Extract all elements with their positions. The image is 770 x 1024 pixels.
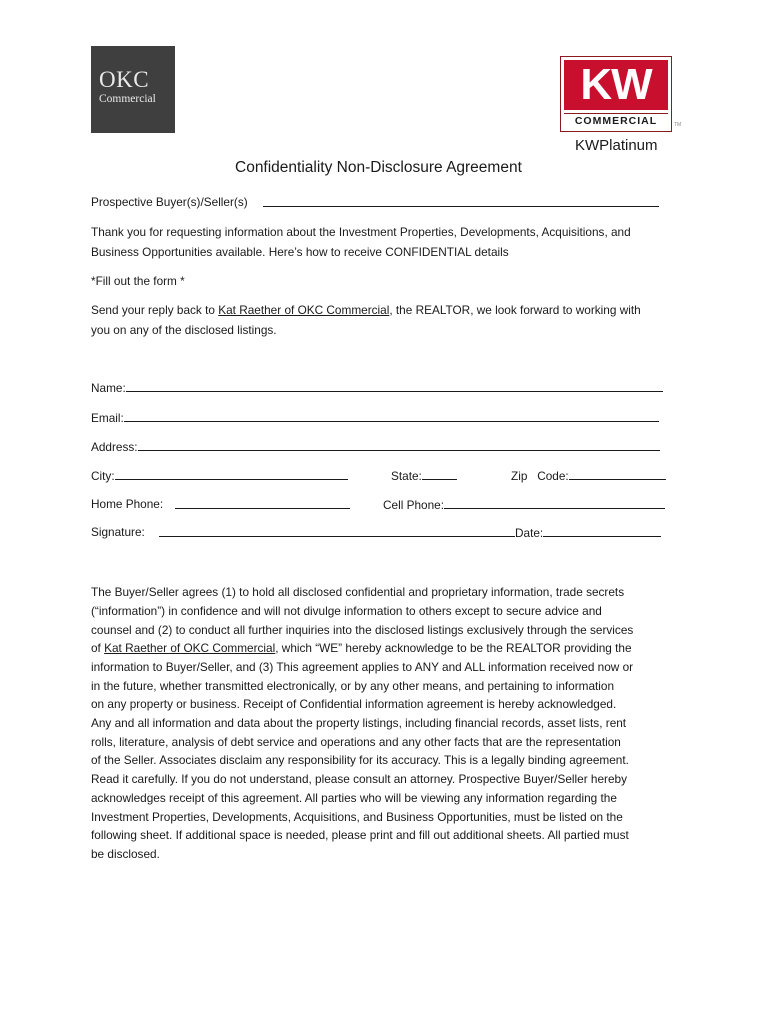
signature-row [91, 524, 145, 540]
agreement-line-13: Investment Properties, Developments, Acquisitions, and Business Opportunities, must be listed on the [91, 810, 623, 824]
cell-phone-label: Cell Phone: [383, 498, 444, 512]
okc-logo-main-text: OKC [99, 67, 150, 92]
agreement-line-2: (“information”) in confidence and will not divulge information to others except to secure advice and [91, 604, 602, 618]
kw-platinum-label: KWPlatinum [575, 137, 658, 154]
agreement-realtor-link[interactable]: Kat Raether of OKC Commercial [104, 641, 276, 655]
signature-field-wrap [159, 524, 661, 541]
state-field[interactable] [422, 467, 457, 480]
date-label: Date: [515, 526, 544, 540]
state-row [391, 467, 457, 484]
agreement-line-5: information to Buyer/Seller, and (3) This agreement applies to ANY and ALL information received now or [91, 660, 634, 674]
agreement-line-7: on any property or business. Receipt of Confidential information agreement is hereby acknowledged. [91, 697, 617, 711]
name-row [91, 379, 663, 396]
okc-commercial-logo [91, 46, 175, 133]
city-label: City: [91, 469, 115, 483]
zip-label: Zip Code: [511, 469, 569, 483]
name-field[interactable] [126, 379, 663, 392]
cell-phone-field[interactable] [444, 496, 665, 509]
city-row [91, 467, 348, 484]
name-label: Name: [91, 381, 126, 395]
agreement-line-14: following sheet. If additional space is needed, please print and fill out additional sheets. All partied must [91, 828, 629, 842]
agreement-line-1: The Buyer/Seller agrees (1) to hold all disclosed confidential and proprietary information, trade secrets [91, 585, 625, 599]
prospective-buyer-field[interactable] [263, 194, 659, 211]
address-row [91, 438, 660, 455]
okc-logo-sub-text: Commercial [99, 93, 156, 105]
prospective-buyer-row [91, 194, 248, 210]
agreement-line-9: rolls, literature, analysis of debt service and operations and any other facts that are the representation [91, 735, 621, 749]
home-phone-row [91, 496, 163, 512]
signature-field[interactable] [159, 524, 515, 537]
agreement-line-8: Any and all information and data about the property listings, including financial records, asset lists, rent [91, 716, 627, 730]
agreement-line-11: Read it carefully. If you do not understand, please consult an attorney. Prospective Buyer/Seller hereby [91, 772, 627, 786]
fill-out-note: *Fill out the form * [91, 274, 185, 288]
kw-logo-sub-text: COMMERCIAL [564, 113, 668, 129]
email-label: Email: [91, 411, 124, 425]
agreement-line-4-prefix: of [91, 641, 105, 655]
cell-phone-row [383, 496, 665, 513]
address-field[interactable] [138, 438, 660, 451]
address-label: Address: [91, 440, 138, 454]
document-title: Confidentiality Non-Disclosure Agreement [235, 159, 522, 176]
kw-trademark: TM [674, 122, 682, 128]
city-field[interactable] [115, 467, 348, 480]
reply-prefix: Send your reply back to [91, 303, 219, 317]
signature-label: Signature: [91, 525, 145, 539]
prospective-buyer-label: Prospective Buyer(s)/Seller(s) [91, 195, 248, 209]
intro-line-1: Thank you for requesting information about the Investment Properties, Developments, Acquisitions, and [91, 225, 631, 239]
reply-line-2: you on any of the disclosed listings. [91, 323, 277, 337]
date-field[interactable] [543, 524, 661, 537]
email-field[interactable] [124, 409, 659, 422]
agreement-line-10: of the Seller. Associates disclaim any responsibility for its accuracy. This is a legally binding agreement. [91, 753, 629, 767]
intro-line-2: Business Opportunities available. Here’s how to receive CONFIDENTIAL details [91, 245, 509, 259]
home-phone-field[interactable] [175, 496, 350, 509]
prospective-buyer-blank[interactable] [263, 194, 659, 207]
agreement-line-12: acknowledges receipt of this agreement. All parties who will be viewing any information regarding the [91, 791, 617, 805]
agreement-line-4 [91, 639, 632, 658]
agreement-line-6: in the future, whether transmitted electronically, or by any other means, and pertaining to information [91, 679, 615, 693]
home-phone-field-wrap [175, 496, 350, 513]
kw-commercial-logo [560, 56, 672, 132]
reply-suffix: , the REALTOR, we look forward to working with [389, 303, 641, 317]
agreement-line-4-suffix: , which “WE” hereby acknowledge to be the REALTOR providing the [275, 641, 632, 655]
agreement-line-15: be disclosed. [91, 847, 160, 861]
zip-field[interactable] [569, 467, 666, 480]
realtor-link[interactable]: Kat Raether of OKC Commercial [218, 303, 390, 317]
state-label: State: [391, 469, 422, 483]
email-row [91, 409, 659, 426]
agreement-line-3: counsel and (2) to conduct all further inquiries into the disclosed listings exclusively through the services [91, 623, 634, 637]
kw-logo-main-text: KW [564, 60, 668, 110]
zip-row [511, 467, 666, 484]
home-phone-label: Home Phone: [91, 497, 164, 511]
reply-line-1 [91, 302, 641, 318]
